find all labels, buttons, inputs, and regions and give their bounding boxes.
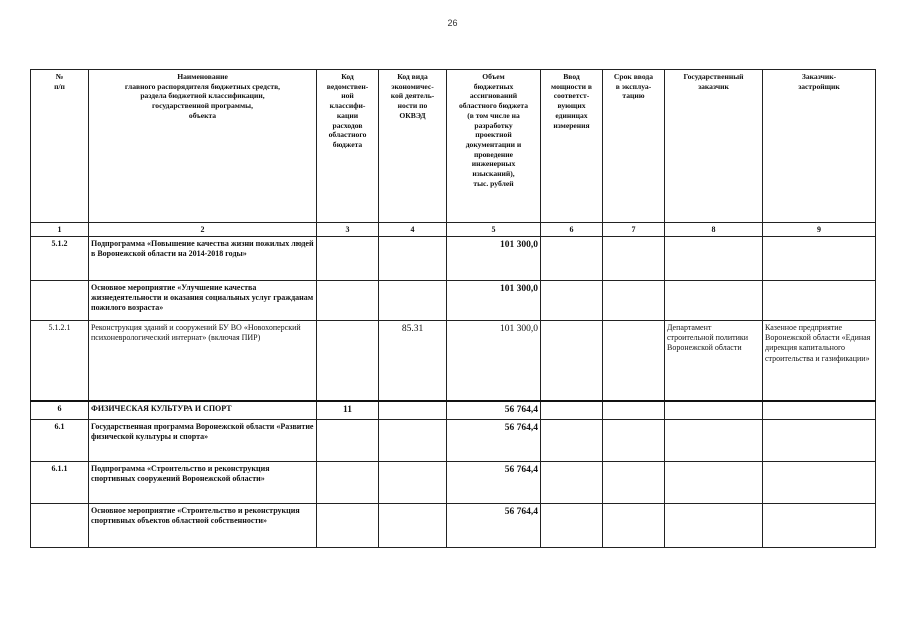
table-row [31,321,876,401]
table-row [31,237,876,281]
row-customer [665,281,763,321]
row-customer [665,237,763,281]
row-term [603,281,665,321]
row-volume: 56 764,4 [447,504,541,548]
header-capacity: Ввод мощности в соответст- вующих единицах измерения [541,70,603,223]
row-volume: 101 300,0 [447,321,541,401]
row-num: 5.1.2 [31,237,89,281]
row-name: Реконструкция зданий и сооружений БУ ВО «Новохоперский психоневрологический интернат» (включая ПИР) [89,321,317,401]
row-okved [379,237,447,281]
row-volume: 101 300,0 [447,237,541,281]
row-num [31,504,89,548]
row-num: 6 [31,401,89,420]
header-name: Наименование главного распорядителя бюджетных средств, раздела бюджетной классификации, государственной программы, объекта [89,70,317,223]
row-developer [763,504,876,548]
col-number: 8 [665,223,763,237]
row-capacity [541,504,603,548]
row-customer: Департамент строительной политики Воронежской области [665,321,763,401]
col-number: 9 [763,223,876,237]
budget-table [30,69,876,548]
row-capacity [541,420,603,462]
row-term [603,462,665,504]
row-dept [317,237,379,281]
row-developer [763,237,876,281]
table-row [31,401,876,420]
col-number: 6 [541,223,603,237]
col-number: 2 [89,223,317,237]
row-term [603,321,665,401]
row-developer [763,401,876,420]
row-developer [763,420,876,462]
row-okved [379,420,447,462]
row-volume: 56 764,4 [447,420,541,462]
table-row [31,420,876,462]
row-volume: 56 764,4 [447,462,541,504]
row-capacity [541,237,603,281]
row-name: Основное мероприятие «Строительство и реконструкция спортивных объектов областной собственности» [89,504,317,548]
row-name: Подпрограмма «Повышение качества жизни пожилых людей в Воронежской области на 2014-2018 годы» [89,237,317,281]
header-term: Срок ввода в эксплуа- тацию [603,70,665,223]
row-customer [665,504,763,548]
page-number: 26 [447,18,458,28]
row-term [603,420,665,462]
row-name: Государственная программа Воронежской области «Развитие физической культуры и спорта» [89,420,317,462]
row-term [603,237,665,281]
col-number: 5 [447,223,541,237]
row-num: 6.1.1 [31,462,89,504]
col-number: 1 [31,223,89,237]
row-dept [317,321,379,401]
header-volume: Объем бюджетных ассигнований областного бюджета (в том числе на разработку проектной документации и проведение инженерных изысканий), тыс. рублей [447,70,541,223]
row-developer: Казенное предприятие Воронежской области «Единая дирекция капитального строительства и газификации» [763,321,876,401]
row-developer [763,281,876,321]
header-num: № п/п [31,70,89,223]
row-term [603,401,665,420]
header-row [31,70,876,223]
row-capacity [541,321,603,401]
table-row [31,281,876,321]
header-customer: Государственный заказчик [665,70,763,223]
row-okved [379,401,447,420]
col-number: 4 [379,223,447,237]
row-developer [763,462,876,504]
row-okved [379,462,447,504]
row-num [31,281,89,321]
row-customer [665,401,763,420]
table-row [31,462,876,504]
row-name: ФИЗИЧЕСКАЯ КУЛЬТУРА И СПОРТ [89,401,317,420]
row-name: Основное мероприятие «Улучшение качества жизнедеятельности и оказания социальных услуг гражданам пожилого возраста» [89,281,317,321]
row-volume: 56 764,4 [447,401,541,420]
table-row [31,504,876,548]
row-capacity [541,401,603,420]
header-okved: Код вида экономичес- кой деятель- ности по ОКВЭД [379,70,447,223]
header-dept-code: Код ведомствен- ной классифи- кации расходов областного бюджета [317,70,379,223]
row-dept [317,281,379,321]
row-customer [665,420,763,462]
row-dept [317,504,379,548]
header-developer: Заказчик- застройщик [763,70,876,223]
row-capacity [541,281,603,321]
row-volume: 101 300,0 [447,281,541,321]
row-capacity [541,462,603,504]
row-okved: 85.31 [379,321,447,401]
row-num: 5.1.2.1 [31,321,89,401]
col-number: 7 [603,223,665,237]
row-num: 6.1 [31,420,89,462]
row-okved [379,504,447,548]
row-dept: 11 [317,401,379,420]
row-dept [317,420,379,462]
row-name: Подпрограмма «Строительство и реконструкция спортивных сооружений Воронежской области» [89,462,317,504]
col-number: 3 [317,223,379,237]
row-okved [379,281,447,321]
row-dept [317,462,379,504]
row-customer [665,462,763,504]
column-number-row [31,223,876,237]
row-term [603,504,665,548]
